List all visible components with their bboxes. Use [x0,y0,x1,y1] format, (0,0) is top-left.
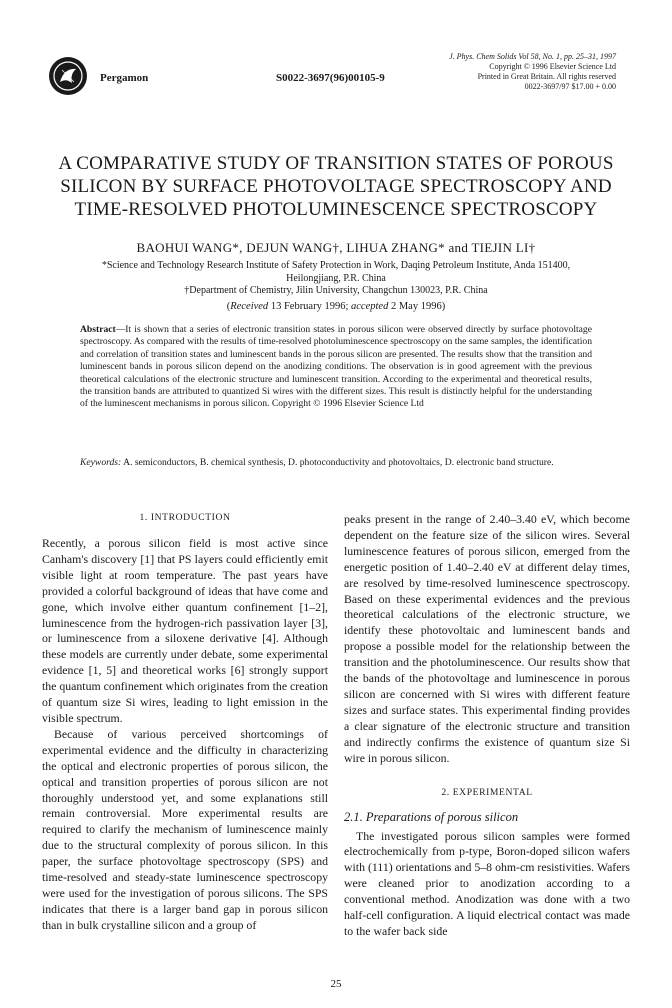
section-heading-introduction: 1. INTRODUCTION [139,512,231,523]
issn-price: 0022-3697/97 $17.00 + 0.00 [524,82,616,91]
intro-paragraph-2-continued: peaks present in the range of 2.40–3.40 eV, which become dependent on the feature size of the silicon wires. Several luminescence features of porous silicon, emerged from the energetic position of 1.40–2.40 eV at different delay times, are resolved by time-resolved luminescence spectroscopy. Based on these experimental evidences and the previous theoretical calculations of the electronic structure, we identify these photovoltaic and luminescent bands and propose a possible model for the relationship between the transition and the photoluminescence. Our results show that the bands of the photovoltage and luminescence in porous silicon are concerned with Si wires with different feature sizes and surface states. This experimental finding provides a clear signature of the electronic structure and transition and indirectly confirms the existence of quantum size Si wire in porous silicon. [344,512,630,765]
intro-paragraph-1: Recently, a porous silicon field is most active since Canham's discovery [1] that PS layers could efficiently emit visible light at room temperature. The past years have provided a colorful background of ideas that have come and gone, which involve either quantum confinement [1–2], luminescence from the hydrogen-rich passivation layer [3], or luminescence from a siloxene derivative [4]. Although these models are currently under debate, some experimental evidence [1, 5] and theoretical works [6] strongly support the quantum confinement which originates from the creation of quantum size Si wires, leading to light emission in the visible spectrum. [42,536,328,725]
article-doi: S0022-3697(96)00105-9 [276,72,385,84]
affiliation-line: *Science and Technology Research Institute of Safety Protection in Work, Daqing Petroleum Institute, Anda 151400, [101,260,571,271]
pergamon-logo-icon [48,56,88,96]
intro-paragraph-2: Because of various perceived shortcomings of experimental evidence and the difficulty in characterizing the optical and electronic properties of porous silicon, the optical and transition properties of porous silicon are not thoroughly understood yet, and some explanations still remain controversial. More experimental results are required to clarify the mechanism of luminescence mainly due to the structural complexity of porous silicon. In this paper, the surface photovoltage spectroscopy (SPS) and time-resolved and steady-state luminescence spectroscopy were used for the investigation of porous silicons. The SPS indicates that there is a larger band gap in porous silicon than in bulk crystalline silicon and a group of [42,726,328,932]
accepted-label: accepted [351,301,389,312]
experimental-paragraph-1: The investigated porous silicon samples were formed electrochemically from p-type, Boron-doped silicon wafers with (111) orientations and 5–8 ohm-cm resistivities. Wafers were cleaned prior to anodization according to a conventional method. Anodization was done with a two half-cell configuration. A liquid electrical contact was made to the wafer back side [344,828,630,938]
keywords-label: Keywords: [80,457,122,468]
publisher-name: Pergamon [100,72,149,84]
subsection-heading-preparations: 2.1. Preparations of porous silicon [344,809,519,824]
keywords [80,457,592,469]
page-number: 25 [330,978,342,990]
journal-citation: J. Phys. Chem Solids Vol 58, No. 1, pp. 25–31, 1997 [449,52,616,61]
abstract-text: —It is shown that a series of electronic transition states in porous silicon were observed directly by surface photovoltage spectroscopy. As compared with the results of time-resolved photoluminescence spectroscopy on the same samples, the identification and correlation of transition states and luminescent bands in the porous silicon are presented. The results show that the transition and luminescent bands in porous silicon depend on the anodizing conditions. The observation is in good agreement with the previous theoretical calculations of the electronic structure and luminescent transition. According to the experimental and theoretical results, the transition bands are attributed to quantized Si wires with the different sizes. This result is distinctly helpful for the understanding of the luminescent mechanisms in porous silicon. Copyright © 1996 Elsevier Science Ltd [80,324,592,410]
title-line: SILICON BY SURFACE PHOTOVOLTAGE SPECTROSCOPY AND [60,176,612,197]
keywords-text: A. semiconductors, B. chemical synthesis, D. photoconductivity and photovoltaics, D. electronic band structure. [121,457,554,468]
right-column [344,512,630,940]
affiliation-line: †Department of Chemistry, Jilin University, Changchun 130023, P.R. China [184,285,488,296]
paper-title [40,152,632,221]
received-date: 13 February 1996; [268,301,352,312]
received-dates [40,301,632,312]
journal-meta [356,52,616,92]
author-list: BAOHUI WANG*, DEJUN WANG†, LIHUA ZHANG* and TIEJIN LI† [136,240,536,255]
left-column [42,512,328,934]
received-open: ( [226,301,231,312]
copyright-line: Copyright © 1996 Elsevier Science Ltd [489,62,616,71]
affiliation-line: Heilongjiang, P.R. China [286,272,386,284]
title-line: TIME-RESOLVED PHOTOLUMINESCENCE SPECTROSCOPY [74,199,598,220]
accepted-date: 2 May 1996) [388,301,446,312]
affiliations [40,260,632,298]
printed-line: Printed in Great Britain. All rights reserved [477,72,616,81]
section-heading-experimental: 2. EXPERIMENTAL [441,786,533,798]
abstract-label: Abstract [80,324,116,335]
title-line: A COMPARATIVE STUDY OF TRANSITION STATES OF POROUS [58,153,614,174]
received-label: Received [230,301,269,312]
abstract [80,324,592,411]
